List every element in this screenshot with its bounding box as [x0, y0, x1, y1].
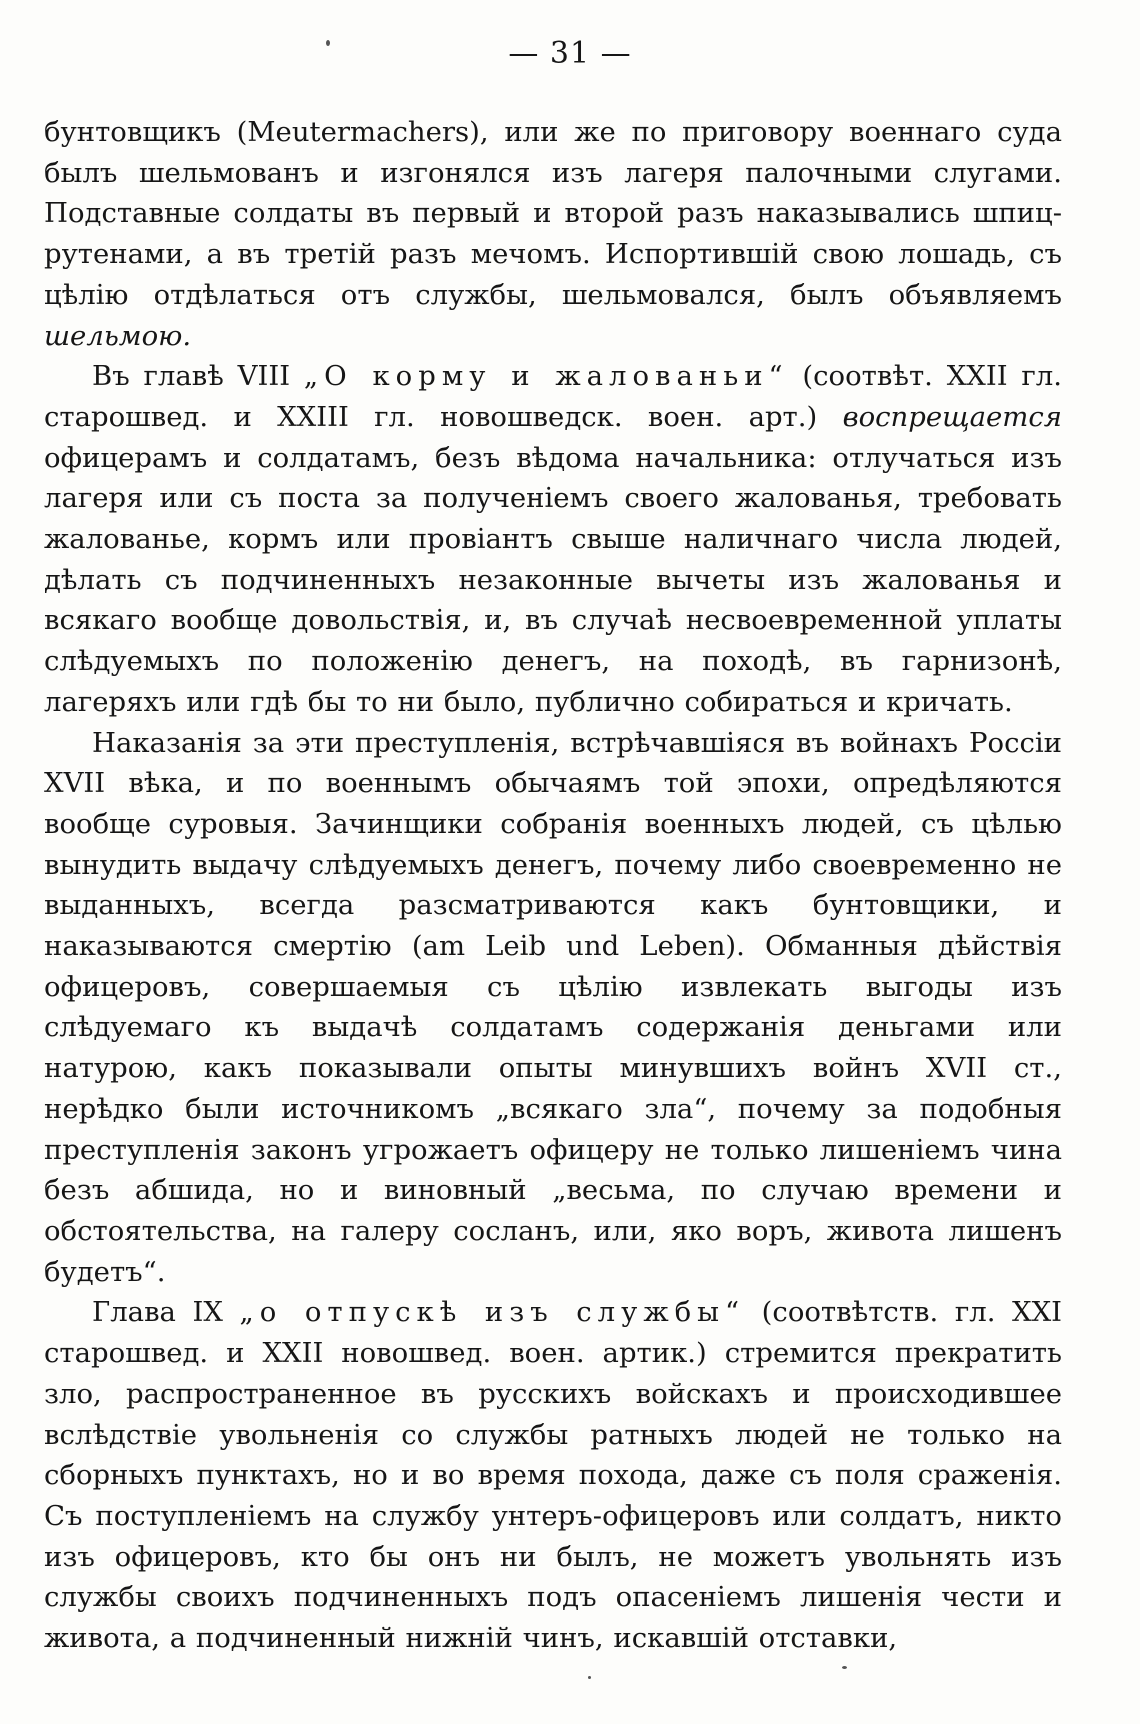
text-line: бунтовщикъ (Meutermachers), или же по приговору военнаго суда: [44, 116, 1062, 148]
text-line: съ цѣлію отдѣлаться отъ службы, шельмовался, былъ объявляемъ: [44, 238, 1062, 311]
ink-speck: [842, 1666, 847, 1669]
paragraph-text: (соотвѣтств. гл. XXI старошвед. и XXII новошвед. воен. артик.) стремится прекратить зло, распространенное въ русскихъ войскахъ и происходившее вслѣдствіе увольненія со службы ратныхъ людей не только на сборныхъ пунктахъ, но и во время похода, даже съ поля сраженія. Съ поступленіемъ на службу унтеръ-офицеровъ или солдатъ, никто изъ офицеровъ, кто бы онъ ни былъ, не можетъ увольнять изъ службы своихъ подчиненныхъ подъ опасеніемъ лишенія чести и живота, а подчиненный нижній чинъ, искавшій отставки,: [44, 1296, 1063, 1655]
chapter-title: „о отпускѣ изъ службы“: [239, 1296, 746, 1329]
chapter-intro: Въ главѣ VIII: [92, 360, 304, 393]
text-line: былъ шельмованъ и изгонялся изъ лагеря палочными слугами.: [44, 156, 1062, 189]
paragraph-continued: [44, 112, 1062, 356]
chapter-title: „О корму и жалованьи“: [303, 360, 789, 393]
text-line-italic: шельмою.: [44, 319, 192, 352]
chapter-intro: Глава IX: [92, 1296, 240, 1329]
ink-speck: [588, 1676, 591, 1679]
paragraph-text: офицерамъ и солдатамъ, безъ вѣдома начальника: отлучаться изъ лагеря или съ поста за полученіемъ своего жалованья, требовать жалованье, кормъ или провіантъ свыше наличнаго числа людей, дѣлать съ подчиненныхъ незаконные вычеты изъ жалованья и всякаго вообще довольствія, и, въ случаѣ несвоевременной уплаты слѣдуемыхъ по положенію денегъ, на походѣ, въ гарнизонѣ, лагеряхъ или гдѣ бы то ни было, публично собираться и кричать.: [44, 441, 1062, 718]
body-text: [44, 112, 1062, 1659]
paragraph-chapter-viii: [44, 356, 1062, 722]
page-number: — 31 —: [508, 36, 632, 71]
emphasized-verb: воспрещается: [842, 400, 1062, 433]
text-line: рутенами, а въ третій разъ мечомъ. Испортившій свою лошадь,: [44, 238, 1015, 271]
paragraph-punishments: [44, 723, 1062, 1293]
paragraph-chapter-ix: [44, 1292, 1062, 1658]
chapter-reference: (соотвѣт. XXII гл. старошвед. и XXIII гл. новошведск. воен. арт.): [44, 360, 1062, 433]
text-line: Подставные солдаты въ первый и второй разъ наказывались шпиц-: [44, 197, 1062, 230]
paragraph-text: Наказанія за эти преступленія, встрѣчавшіяся въ войнахъ Россіи XVII вѣка, и по военнымъ обычаямъ той эпохи, опредѣляются вообще суровыя. Зачинщики собранія военныхъ людей, съ цѣлью вынудить выдачу слѣдуемыхъ денегъ, почему либо своевременно не выданныхъ, всегда разсматриваются какъ бунтовщики, и наказываются смертію (am Leib und Leben). Обманныя дѣйствія офицеровъ, совершаемыя съ цѣлію извлекать выгоды изъ слѣдуемаго къ выдачѣ солдатамъ содержанія деньгами или натурою, какъ показывали опыты минувшихъ войнъ XVII ст., нерѣдко были источникомъ „всякаго зла“, почему за подобныя преступленія законъ угрожаетъ офицеру не только лишеніемъ чина безъ абшида, но и виновный „весьма, по случаю времени и обстоятельства, на галеру сосланъ, или, яко воръ, живота лишенъ будетъ“.: [44, 726, 1062, 1288]
